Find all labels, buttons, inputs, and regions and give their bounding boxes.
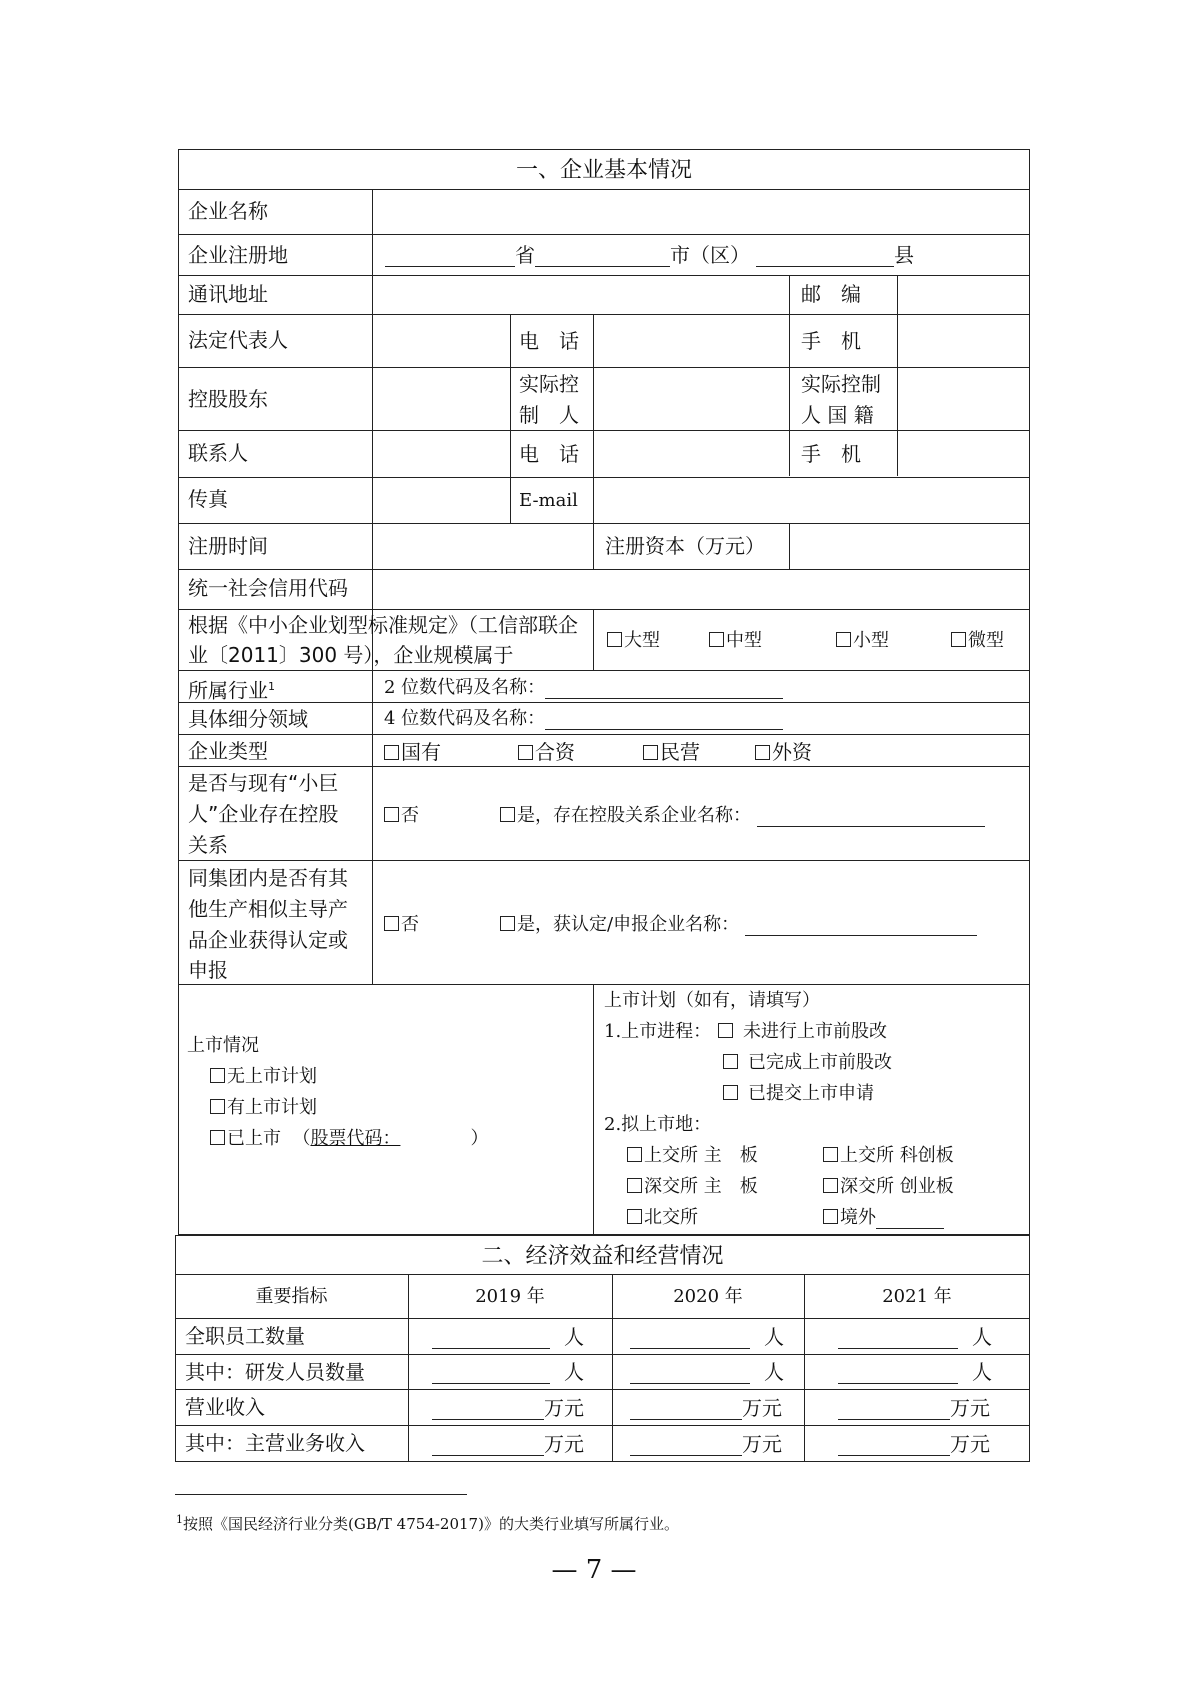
checkbox-icon: [384, 807, 399, 822]
checkbox-icon: [627, 1209, 642, 1224]
venue-bse[interactable]: 北交所: [627, 1207, 698, 1229]
table-cell[interactable]: 人: [630, 1325, 784, 1349]
table-cell[interactable]: 万元: [432, 1396, 584, 1420]
listing-option-none[interactable]: 无上市计划: [210, 1066, 317, 1088]
scale-option-micro[interactable]: 微型: [951, 630, 1004, 652]
checkbox-icon: [723, 1054, 738, 1069]
table-cell[interactable]: 万元: [630, 1396, 782, 1420]
type-option-foreign[interactable]: 外资: [755, 740, 812, 764]
group-option-yes[interactable]: 是，获认定/申报企业名称：: [500, 914, 977, 936]
progress-option-2[interactable]: 已完成上市前股改: [723, 1052, 892, 1074]
group-label-2: 他生产相似主导产: [188, 897, 348, 921]
listing-option-listed[interactable]: 已上市 （股票代码： ）: [210, 1128, 488, 1150]
checkbox-icon: [210, 1099, 225, 1114]
venue-szse-main[interactable]: 深交所 主 板: [627, 1176, 758, 1198]
venue-overseas[interactable]: 境外: [823, 1207, 944, 1229]
checkbox-icon: [627, 1178, 642, 1193]
table-cell[interactable]: 人: [432, 1360, 584, 1384]
listing-option-plan[interactable]: 有上市计划: [210, 1097, 317, 1119]
subfield-code-blank[interactable]: [545, 711, 783, 730]
contact-mobile-label: 手 机: [801, 442, 861, 466]
footnote: [176, 1510, 679, 1534]
checkbox-icon: [627, 1147, 642, 1162]
footnote-mark: 1: [176, 1513, 183, 1526]
checkbox-icon: [823, 1209, 838, 1224]
venue-label: 2.拟上市地：: [604, 1114, 712, 1135]
giant-company-blank[interactable]: [757, 808, 985, 827]
industry-code-blank[interactable]: [545, 680, 783, 699]
table-cell[interactable]: 人: [838, 1325, 992, 1349]
checkbox-icon: [210, 1068, 225, 1083]
subfield-code-label: 4 位数代码及名称：: [384, 708, 546, 729]
controller-nationality-label-2: 人 国 籍: [801, 403, 874, 427]
section-2-title: 二、经济效益和经营情况: [481, 1244, 724, 1269]
table-row-label: 其中：研发人员数量: [185, 1360, 365, 1384]
giant-label-3: 关系: [188, 833, 228, 857]
scale-option-large[interactable]: 大型: [607, 630, 660, 652]
checkbox-icon: [500, 807, 515, 822]
giant-label-2: 人”企业存在控股: [188, 802, 339, 826]
checkbox-icon: [718, 1023, 733, 1038]
actual-controller-label-2: 制 人: [519, 403, 579, 427]
listing-plan-title: 上市计划（如有，请填写）: [604, 990, 820, 1011]
section-1-title: 一、企业基本情况: [515, 158, 692, 183]
listing-title: 上市情况: [187, 1035, 259, 1056]
group-label-4: 申报: [188, 958, 228, 982]
type-option-private[interactable]: 民营: [643, 740, 700, 764]
scale-label-2: 业〔2011〕300 号），企业规模属于: [188, 643, 514, 667]
subfield-label: 具体细分领域: [188, 707, 308, 731]
table-cell[interactable]: 万元: [838, 1396, 990, 1420]
checkbox-icon: [823, 1178, 838, 1193]
checkbox-icon: [836, 632, 851, 647]
group-option-no[interactable]: 否: [384, 914, 419, 936]
company-name-label: 企业名称: [188, 199, 268, 223]
industry-code-label: 2 位数代码及名称：: [384, 677, 546, 698]
fax-label: 传真: [188, 487, 228, 511]
venue-szse-chinext[interactable]: 深交所 创业板: [823, 1176, 954, 1198]
controlling-shareholder-label: 控股股东: [188, 387, 268, 411]
venue-sse-star[interactable]: 上交所 科创板: [823, 1145, 954, 1167]
checkbox-icon: [643, 745, 658, 760]
checkbox-icon: [723, 1085, 738, 1100]
company-type-label: 企业类型: [188, 739, 268, 763]
province-blank[interactable]: [385, 246, 515, 267]
footnote-marker: 1: [268, 680, 275, 693]
checkbox-icon: [951, 632, 966, 647]
group-label-1: 同集团内是否有其: [188, 866, 348, 890]
type-option-jv[interactable]: 合资: [518, 740, 575, 764]
group-company-blank[interactable]: [745, 917, 977, 936]
table-cell[interactable]: 人: [432, 1325, 584, 1349]
stock-code-field[interactable]: 股票代码：: [310, 1128, 401, 1149]
table-cell[interactable]: 人: [630, 1360, 784, 1384]
contact-label: 联系人: [188, 441, 248, 465]
reg-place-label: 企业注册地: [188, 243, 288, 267]
col-header-indicator: 重要指标: [255, 1286, 328, 1307]
scale-option-medium[interactable]: 中型: [709, 630, 762, 652]
table-cell[interactable]: 万元: [630, 1432, 782, 1456]
giant-option-yes[interactable]: 是，存在控股关系企业名称：: [500, 805, 985, 827]
actual-controller-label-1: 实际控: [519, 372, 579, 396]
legal-rep-phone-label: 电 话: [519, 329, 579, 353]
col-header-2020: 2020 年: [673, 1286, 743, 1307]
table-row-label: 全职员工数量: [185, 1324, 305, 1348]
legal-rep-mobile-label: 手 机: [801, 329, 861, 353]
scale-label-1: 根据《中小企业划型标准规定》（工信部联企: [188, 613, 578, 637]
overseas-blank[interactable]: [876, 1210, 944, 1229]
city-blank[interactable]: [535, 246, 670, 267]
city-label: 市（区）: [670, 243, 750, 267]
footnote-text: 按照《国民经济行业分类(GB/T 4754-2017)》的大类行业填写所属行业。: [183, 1515, 679, 1533]
industry-label: 所属行业$^1$: [188, 678, 275, 703]
progress-option-1[interactable]: 未进行上市前股改: [718, 1021, 887, 1043]
checkbox-icon: [384, 745, 399, 760]
type-option-state[interactable]: 国有: [384, 740, 441, 764]
table-row-label: 其中：主营业务收入: [185, 1431, 365, 1455]
subfield-code-field: [384, 708, 783, 730]
checkbox-icon: [709, 632, 724, 647]
checkbox-icon: [755, 745, 770, 760]
footnote-divider: [175, 1494, 467, 1495]
checkbox-icon: [823, 1147, 838, 1162]
checkbox-icon: [607, 632, 622, 647]
venue-sse-main[interactable]: 上交所 主 板: [627, 1145, 758, 1167]
table-cell[interactable]: 人: [838, 1360, 992, 1384]
county-label: 县: [894, 243, 914, 267]
reg-capital-label: 注册资本（万元）: [605, 534, 765, 558]
checkbox-icon: [518, 745, 533, 760]
industry-code-field: [384, 677, 783, 699]
progress-option-3[interactable]: 已提交上市申请: [723, 1083, 874, 1105]
progress-label: 1.上市进程：: [604, 1021, 712, 1042]
legal-rep-label: 法定代表人: [188, 328, 288, 352]
email-label: E-mail: [519, 490, 578, 511]
giant-label-1: 是否与现有“小巨: [188, 771, 339, 795]
giant-option-no[interactable]: 否: [384, 805, 419, 827]
credit-code-label: 统一社会信用代码: [188, 576, 348, 600]
controller-nationality-label-1: 实际控制: [801, 372, 881, 396]
address-label: 通讯地址: [188, 282, 268, 306]
province-label: 省: [515, 243, 535, 267]
checkbox-icon: [500, 916, 515, 931]
checkbox-icon: [210, 1130, 225, 1145]
postcode-label: 邮 编: [801, 282, 861, 306]
scale-option-small[interactable]: 小型: [836, 630, 889, 652]
col-header-2021: 2021 年: [882, 1286, 952, 1307]
county-blank[interactable]: [756, 246, 894, 267]
page-number: — 7 —: [551, 1555, 637, 1585]
checkbox-icon: [384, 916, 399, 931]
group-label-3: 品企业获得认定或: [188, 928, 348, 952]
table-cell[interactable]: 万元: [838, 1432, 990, 1456]
contact-phone-label: 电 话: [519, 442, 579, 466]
table-row-label: 营业收入: [185, 1395, 265, 1419]
col-header-2019: 2019 年: [475, 1286, 545, 1307]
table-cell[interactable]: 万元: [432, 1432, 584, 1456]
reg-time-label: 注册时间: [188, 534, 268, 558]
reg-place-fields: [385, 243, 914, 267]
